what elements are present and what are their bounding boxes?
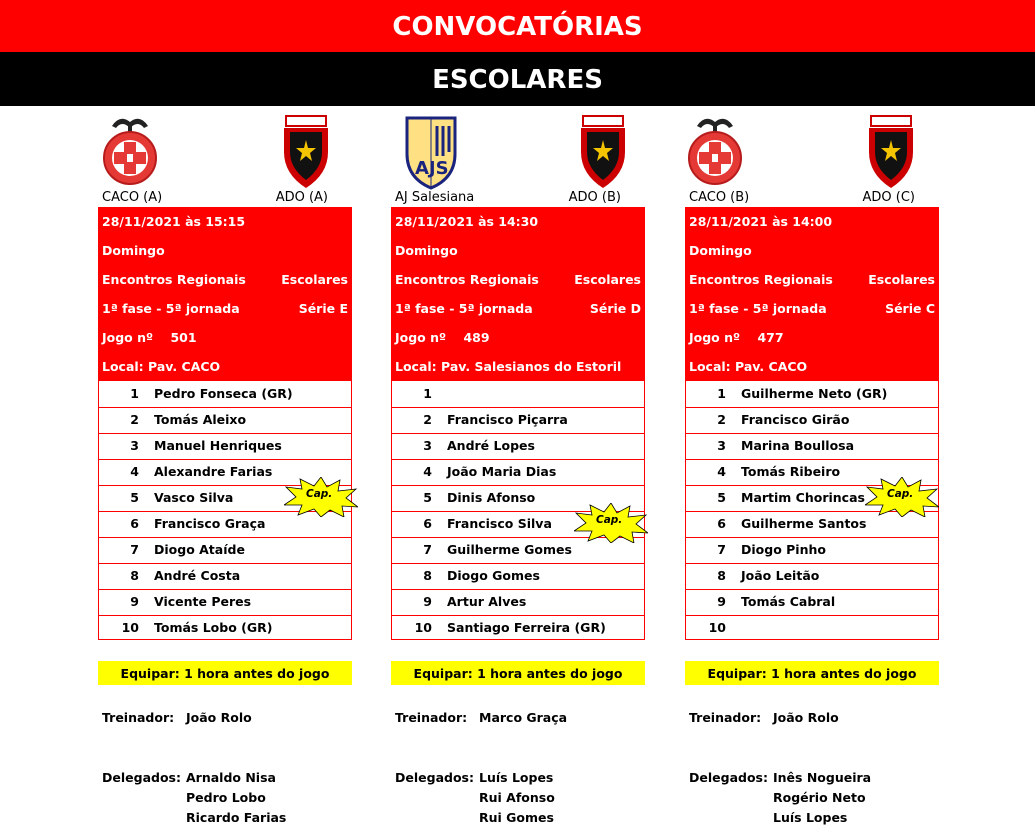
delegados-label: Delegados: <box>395 770 474 785</box>
player-row <box>686 381 938 408</box>
player-number: 6 <box>130 516 139 531</box>
player-row <box>99 381 351 408</box>
delegado-name: Rui Afonso <box>479 790 555 805</box>
ado-crest-icon <box>577 112 637 190</box>
player-row <box>686 615 938 641</box>
game-datetime: 28/11/2021 às 14:00 <box>689 214 833 229</box>
captain-badge <box>865 477 939 517</box>
player-name: Francisco Piçarra <box>447 412 568 427</box>
player-name: Diogo Gomes <box>447 568 540 583</box>
player-number: 6 <box>423 516 432 531</box>
game-number: Jogo nº 477 <box>689 330 784 345</box>
game-phase: 1ª fase - 5ª jornada <box>395 301 533 316</box>
delegado-name: Luís Lopes <box>773 810 848 825</box>
player-name: Vicente Peres <box>154 594 252 609</box>
game-phase-row <box>395 294 641 323</box>
game-competition-row <box>395 265 641 294</box>
player-row <box>686 537 938 564</box>
away-team-name: ADO (C) <box>862 190 915 205</box>
captain-label: Cap. <box>596 514 623 526</box>
game-phase-row <box>102 294 348 323</box>
player-name: Santiago Ferreira (GR) <box>447 620 606 635</box>
player-row <box>99 563 351 590</box>
delegado-name: Ricardo Farias <box>186 810 287 825</box>
player-name: Marina Boullosa <box>741 438 855 453</box>
player-row <box>392 563 644 590</box>
game-phase: 1ª fase - 5ª jornada <box>102 301 240 316</box>
player-name: Francisco Graça <box>154 516 266 531</box>
captain-badge <box>574 503 648 543</box>
player-name: Guilherme Gomes <box>447 542 572 557</box>
game-number: Jogo nº 489 <box>395 330 490 345</box>
game-column <box>685 110 943 826</box>
player-name: Guilherme Neto (GR) <box>741 386 888 401</box>
game-competition: Encontros Regionais <box>102 272 246 287</box>
player-number: 2 <box>423 412 432 427</box>
game-serie: Série D <box>589 301 641 316</box>
page-subtitle: ESCOLARES <box>0 52 1035 106</box>
treinador-name: Marco Graça <box>479 710 568 725</box>
player-name: Tomás Aleixo <box>154 412 247 427</box>
game-info-box <box>685 207 939 381</box>
player-name: Martim Chorincas <box>741 490 865 505</box>
player-name: Manuel Henriques <box>154 438 282 453</box>
game-day: Domingo <box>102 243 165 258</box>
caco-crest-icon <box>100 112 160 190</box>
player-name: André Lopes <box>447 438 535 453</box>
player-row <box>686 563 938 590</box>
player-row <box>392 407 644 434</box>
player-number: 2 <box>130 412 139 427</box>
svg-text:AJS: AJS <box>415 158 449 179</box>
player-number: 1 <box>717 386 726 401</box>
game-serie: Série C <box>885 301 935 316</box>
home-team-name: CACO (A) <box>102 190 163 205</box>
away-team-name: ADO (A) <box>275 190 328 205</box>
salesiana-crest-icon <box>401 112 461 190</box>
player-number: 1 <box>423 386 432 401</box>
game-location: Local: Pav. CACO <box>689 359 808 374</box>
caco-crest-icon <box>685 112 745 190</box>
player-row <box>686 433 938 460</box>
game-serie: Série E <box>298 301 348 316</box>
delegado-name: Luís Lopes <box>479 770 554 785</box>
player-number: 4 <box>130 464 139 479</box>
player-row <box>99 537 351 564</box>
player-number: 9 <box>423 594 432 609</box>
game-competition-row <box>689 265 935 294</box>
player-number: 8 <box>717 568 726 583</box>
player-name: Dinis Afonso <box>447 490 536 505</box>
player-number: 9 <box>130 594 139 609</box>
away-team-name: ADO (B) <box>568 190 621 205</box>
player-row <box>392 381 644 408</box>
player-row <box>392 459 644 486</box>
player-number: 8 <box>423 568 432 583</box>
player-name: Guilherme Santos <box>741 516 867 531</box>
game-competition: Encontros Regionais <box>689 272 833 287</box>
game-location: Local: Pav. CACO <box>102 359 221 374</box>
delegado-name: Rui Gomes <box>479 810 554 825</box>
player-number: 9 <box>717 594 726 609</box>
player-row <box>392 589 644 616</box>
player-number: 1 <box>130 386 139 401</box>
player-name: Alexandre Farias <box>154 464 273 479</box>
player-number: 5 <box>130 490 139 505</box>
page-title: CONVOCATÓRIAS <box>0 0 1035 52</box>
game-number: Jogo nº 501 <box>102 330 197 345</box>
game-level: Escolares <box>281 272 348 287</box>
game-phase: 1ª fase - 5ª jornada <box>689 301 827 316</box>
game-day: Domingo <box>395 243 458 258</box>
player-row <box>99 433 351 460</box>
player-number: 10 <box>708 620 726 635</box>
treinador-name: João Rolo <box>773 710 839 725</box>
player-number: 3 <box>130 438 139 453</box>
delegados-label: Delegados: <box>102 770 181 785</box>
home-team-name: AJ Salesiana <box>395 190 475 205</box>
player-name: Tomás Ribeiro <box>741 464 841 479</box>
game-location: Local: Pav. Salesianos do Estoril <box>395 359 622 374</box>
player-name: Vasco Silva <box>154 490 234 505</box>
player-name: André Costa <box>154 568 241 583</box>
player-name: João Leitão <box>741 568 820 583</box>
delegado-name: Inês Nogueira <box>773 770 872 785</box>
player-number: 7 <box>130 542 139 557</box>
player-name: Diogo Pinho <box>741 542 826 557</box>
player-row <box>392 615 644 641</box>
player-number: 5 <box>423 490 432 505</box>
captain-label: Cap. <box>887 488 914 500</box>
player-number: 5 <box>717 490 726 505</box>
player-name: Diogo Ataíde <box>154 542 245 557</box>
player-number: 6 <box>717 516 726 531</box>
delegado-name: Pedro Lobo <box>186 790 266 805</box>
player-row <box>686 407 938 434</box>
treinador-label: Treinador: <box>689 710 762 725</box>
delegado-name: Arnaldo Nisa <box>186 770 276 785</box>
game-info-box <box>98 207 352 381</box>
ado-crest-icon <box>865 112 925 190</box>
player-row <box>99 407 351 434</box>
player-row <box>686 589 938 616</box>
equip-notice: Equipar: 1 hora antes do jogo <box>685 661 939 685</box>
game-level: Escolares <box>868 272 935 287</box>
player-number: 4 <box>717 464 726 479</box>
player-number: 3 <box>717 438 726 453</box>
game-column <box>98 110 356 826</box>
player-number: 8 <box>130 568 139 583</box>
player-name: Francisco Girão <box>741 412 850 427</box>
player-number: 3 <box>423 438 432 453</box>
player-row <box>392 433 644 460</box>
captain-badge <box>284 477 358 517</box>
game-day: Domingo <box>689 243 752 258</box>
treinador-label: Treinador: <box>395 710 468 725</box>
game-phase-row <box>689 294 935 323</box>
equip-notice: Equipar: 1 hora antes do jogo <box>98 661 352 685</box>
game-level: Escolares <box>574 272 641 287</box>
player-row <box>99 589 351 616</box>
treinador-name: João Rolo <box>186 710 252 725</box>
player-number: 10 <box>414 620 432 635</box>
player-number: 7 <box>423 542 432 557</box>
player-number: 2 <box>717 412 726 427</box>
delegados-label: Delegados: <box>689 770 768 785</box>
player-number: 10 <box>121 620 139 635</box>
home-team-name: CACO (B) <box>689 190 750 205</box>
ado-crest-icon <box>280 112 340 190</box>
player-name: João Maria Dias <box>447 464 557 479</box>
player-name: Tomás Lobo (GR) <box>154 620 273 635</box>
player-name: Pedro Fonseca (GR) <box>154 386 293 401</box>
player-number: 4 <box>423 464 432 479</box>
delegado-name: Rogério Neto <box>773 790 866 805</box>
game-info-box <box>391 207 645 381</box>
game-column <box>391 110 649 826</box>
game-datetime: 28/11/2021 às 15:15 <box>102 214 246 229</box>
game-competition-row <box>102 265 348 294</box>
player-number: 7 <box>717 542 726 557</box>
treinador-label: Treinador: <box>102 710 175 725</box>
player-name: Francisco Silva <box>447 516 552 531</box>
player-row <box>99 615 351 641</box>
equip-notice: Equipar: 1 hora antes do jogo <box>391 661 645 685</box>
player-name: Artur Alves <box>447 594 527 609</box>
game-datetime: 28/11/2021 às 14:30 <box>395 214 539 229</box>
player-name: Tomás Cabral <box>741 594 836 609</box>
game-competition: Encontros Regionais <box>395 272 539 287</box>
captain-label: Cap. <box>306 488 333 500</box>
